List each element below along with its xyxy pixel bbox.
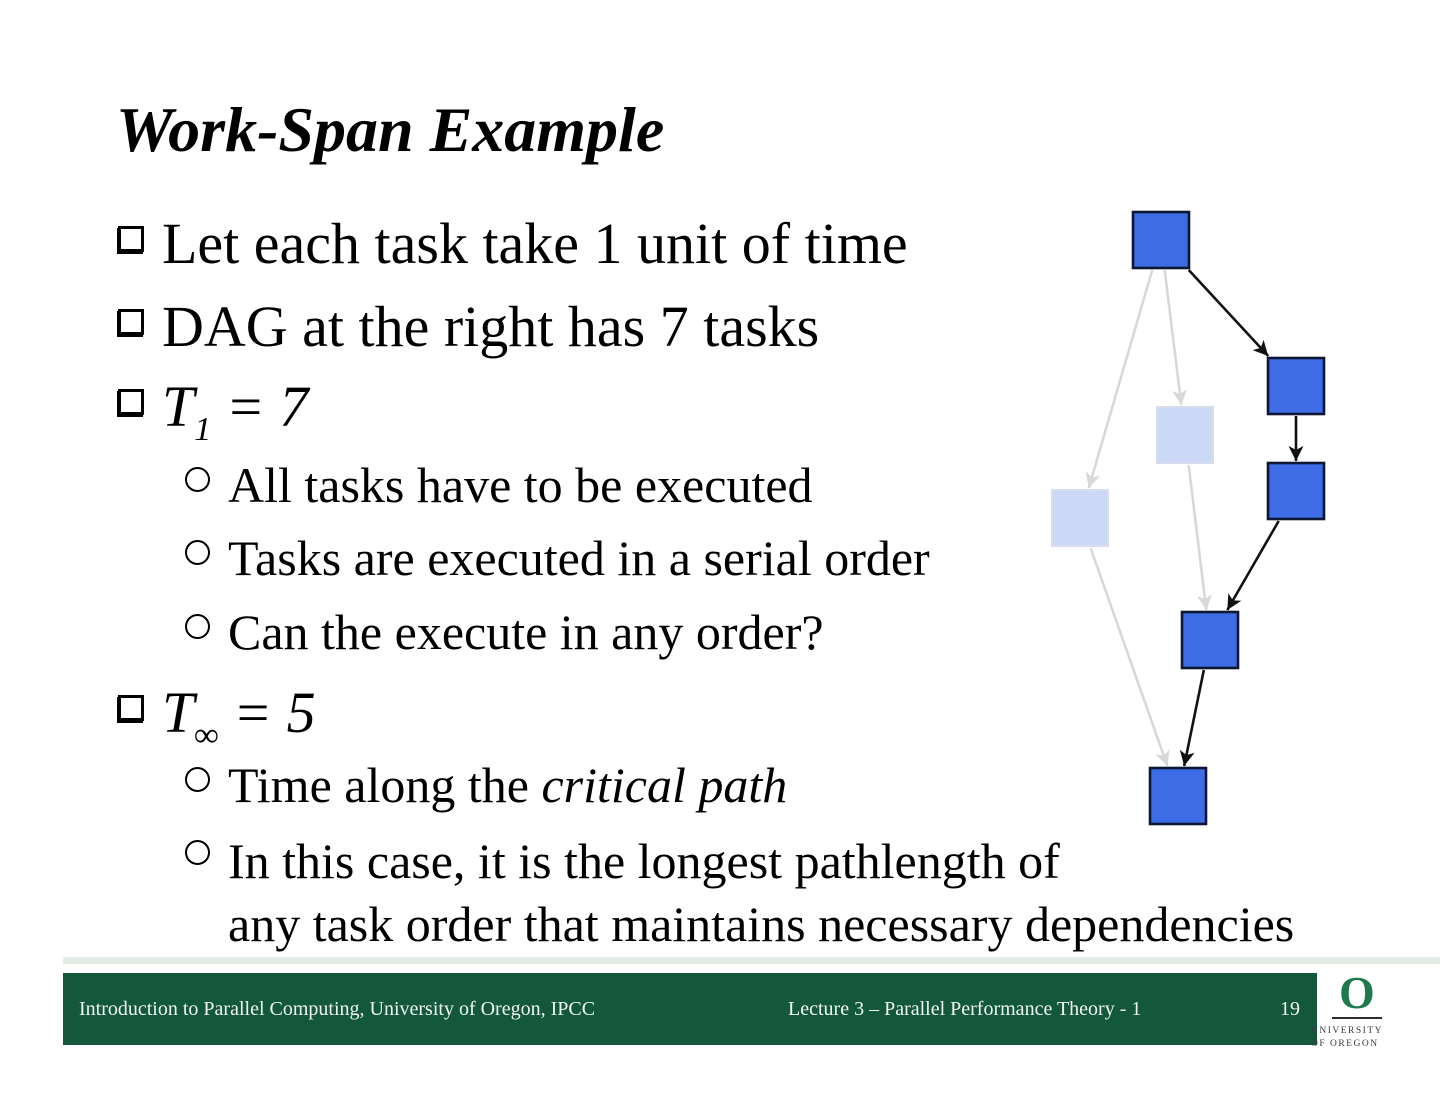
line-1: In this case, it is the longest pathlength of <box>228 833 1060 889</box>
sub-bullet-emphasis: critical path <box>541 757 788 813</box>
footer-lecture-text: Lecture 3 – Parallel Performance Theory - 1 <box>788 998 1142 1020</box>
math-rest: = 5 <box>218 680 316 745</box>
circle-bullet-icon <box>185 767 210 792</box>
dag-node-n3 <box>1268 463 1324 519</box>
wrapped-text <box>228 830 1378 956</box>
logo-text-university: UNIVERSITY <box>1311 1026 1383 1036</box>
sub-bullet-text <box>228 757 787 813</box>
square-bullet-icon <box>118 309 144 335</box>
circle-bullet-icon <box>185 540 210 565</box>
bullet-text-tinf <box>162 680 316 754</box>
math-subscript: 1 <box>194 411 212 448</box>
logo-text-oregon: OF OREGON <box>1311 1039 1379 1049</box>
circle-bullet-icon <box>185 614 210 639</box>
bullet-item <box>118 294 819 361</box>
footer-accent-strip <box>63 957 1440 964</box>
university-of-oregon-logo <box>1311 967 1401 1049</box>
sub-bullet-item <box>185 457 813 515</box>
dag-node-n2 <box>1268 358 1324 414</box>
circle-bullet-icon <box>185 467 210 492</box>
slide-title: Work-Span Example <box>116 94 665 165</box>
square-bullet-icon <box>118 226 144 252</box>
math-var: T <box>162 680 195 745</box>
bullet-item <box>118 680 316 754</box>
bullet-item <box>118 211 908 278</box>
square-bullet-icon <box>118 695 144 721</box>
footer-course-text: Introduction to Parallel Computing, University of Oregon, IPCC <box>79 998 596 1020</box>
page-number: 19 <box>1280 998 1300 1020</box>
bullet-item <box>118 374 309 448</box>
uo-o-icon: O <box>1339 967 1375 1018</box>
sub-bullet-item <box>185 830 1378 956</box>
bullet-text: DAG at the right has 7 tasks <box>162 294 820 359</box>
dag-edge-n1-n4 <box>1165 270 1182 405</box>
math-rest: = 7 <box>211 374 309 439</box>
bullet-text-t1 <box>162 374 309 448</box>
dag-edge-n1-n2 <box>1189 270 1269 356</box>
math-subscript: ∞ <box>194 717 219 754</box>
sub-bullet-text: Tasks are executed in a serial order <box>228 530 930 586</box>
dag-node-n1 <box>1133 212 1189 268</box>
square-bullet-icon <box>118 389 144 415</box>
dag-node-n6 <box>1182 612 1238 668</box>
footer-bar <box>63 973 1317 1045</box>
math-var: T <box>162 374 195 439</box>
dag-node-n4 <box>1157 407 1213 463</box>
sub-bullet-item <box>185 530 930 588</box>
circle-bullet-icon <box>185 840 210 865</box>
dag-edge-n5-n7 <box>1091 548 1168 766</box>
dag-edge-n1-n5 <box>1089 270 1153 488</box>
sub-bullet-text: Can the execute in any order? <box>228 604 824 660</box>
dag-node-n5 <box>1052 490 1108 546</box>
dag-edge-n4-n6 <box>1189 465 1207 610</box>
bullet-text: Let each task take 1 unit of time <box>162 211 908 276</box>
sub-bullet-plain: Time along the <box>228 757 542 813</box>
sub-bullet-item <box>185 757 787 815</box>
dag-edge-n3-n6 <box>1227 521 1278 610</box>
line-2: any task order that maintains necessary dependencies <box>228 896 1295 952</box>
sub-bullet-item <box>185 604 824 662</box>
sub-bullet-text: All tasks have to be executed <box>228 457 813 513</box>
dag-edge-n6-n7 <box>1184 670 1204 766</box>
dag-node-n7 <box>1150 768 1206 824</box>
sub-bullet-text <box>228 830 1378 952</box>
